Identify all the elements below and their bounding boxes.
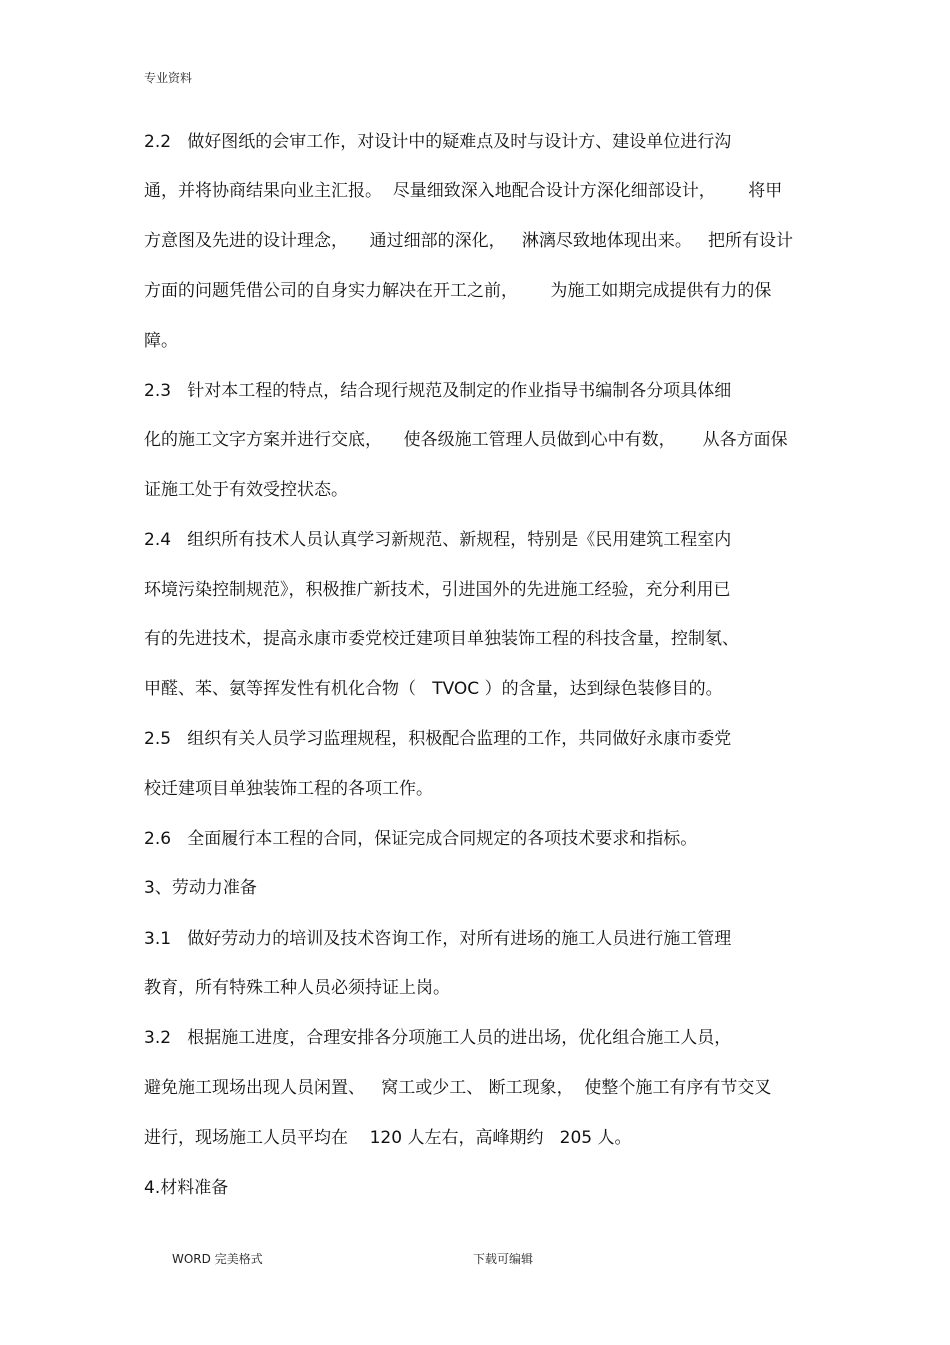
text-line: 2.2 做好图纸的会审工作，对设计中的疑难点及时与设计方、建设单位进行沟: [144, 132, 732, 152]
text-line: 2.4 组织所有技术人员认真学习新规范、新规程，特别是《民用建筑工程室内: [144, 530, 732, 550]
page-header: 专业资料: [144, 71, 193, 85]
text-line: 方意图及先进的设计理念， 通过细部的深化， 淋漓尽致地体现出来。 把所有设计: [144, 231, 794, 251]
footer-left-label: WORD 完美格式: [172, 1252, 263, 1266]
text-line: 进行，现场施工人员平均在 120 人左右，高峰期约 205 人。: [144, 1128, 632, 1148]
text-line: 3.2 根据施工进度，合理安排各分项施工人员的进出场，优化组合施工人员，: [144, 1028, 732, 1048]
text-line: 校迁建项目单独装饰工程的各项工作。: [144, 779, 433, 799]
text-line: 2.3 针对本工程的特点，结合现行规范及制定的作业指导书编制各分项具体细: [144, 381, 732, 401]
footer-right-label: 下载可编辑: [473, 1252, 534, 1266]
text-line: 教育，所有特殊工种人员必须持证上岗。: [144, 978, 450, 998]
text-line: 化的施工文字方案并进行交底， 使各级施工管理人员做到心中有数， 从各方面保: [144, 430, 788, 450]
text-line: 通，并将协商结果向业主汇报。 尽量细致深入地配合设计方深化细部设计， 将甲: [144, 181, 783, 201]
text-line: 有的先进技术，提高永康市委党校迁建项目单独装饰工程的科技含量，控制氡、: [144, 629, 739, 649]
text-line: 方面的问题凭借公司的自身实力解决在开工之前， 为施工如期完成提供有力的保: [144, 281, 772, 301]
text-line: 甲醛、苯、氨等挥发性有机化合物（ TVOC ）的含量，达到绿色装修目的。: [144, 679, 723, 699]
text-line: 2.5 组织有关人员学习监理规程，积极配合监理的工作，共同做好永康市委党: [144, 729, 732, 749]
section-heading: 4.材料准备: [144, 1178, 229, 1198]
text-line: 2.6 全面履行本工程的合同，保证完成合同规定的各项技术要求和指标。: [144, 829, 698, 849]
section-heading: 3、劳动力准备: [144, 878, 257, 898]
text-line: 证施工处于有效受控状态。: [144, 480, 348, 500]
text-line: 3.1 做好劳动力的培训及技术咨询工作，对所有进场的施工人员进行施工管理: [144, 929, 732, 949]
text-line: 避免施工现场出现人员闲置、 窝工或少工、 断工现象， 使整个施工有序有节交叉: [144, 1078, 772, 1098]
text-line: 障。: [144, 331, 178, 351]
text-line: 环境污染控制规范》，积极推广新技术，引进国外的先进施工经验，充分利用已: [144, 580, 731, 600]
